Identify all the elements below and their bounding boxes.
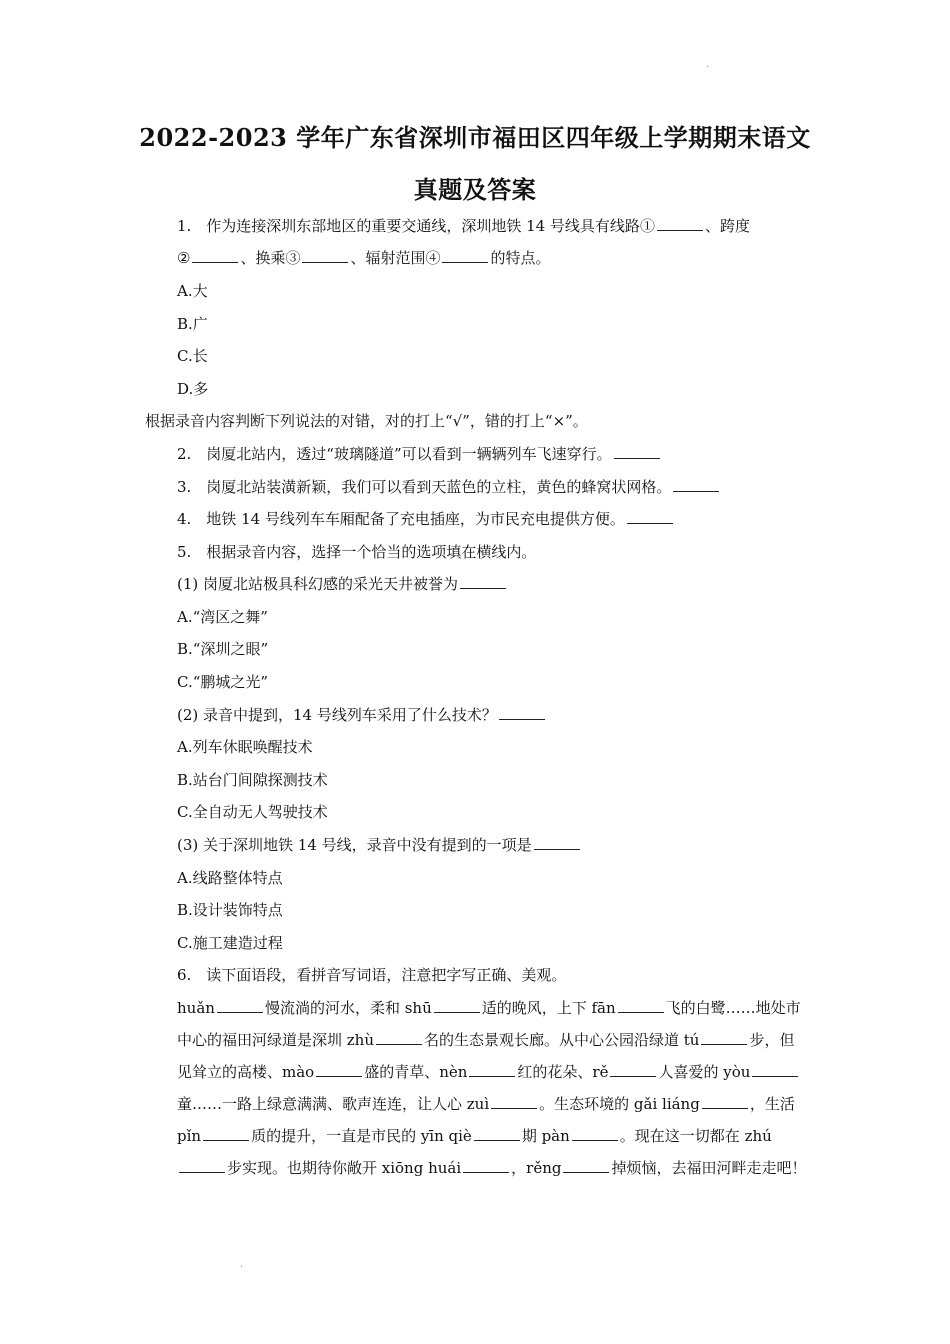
- q6-segment: ，rěng: [511, 1159, 562, 1177]
- q6-segment: 掉烦恼，去福田河畔走走吧！: [611, 1159, 807, 1177]
- answer-blank[interactable]: [491, 1094, 537, 1109]
- question-1-line2: [177, 248, 817, 268]
- answer-blank[interactable]: [701, 1030, 747, 1045]
- q5-sub3-option-c: C.施工建造过程: [177, 934, 283, 952]
- answer-blank[interactable]: [572, 1126, 618, 1141]
- q6-segment: 。生态环境的 gǎi liáng: [539, 1095, 700, 1113]
- question-2: [177, 444, 817, 464]
- q6-segment: 慢流淌的河水，柔和 shū: [264, 999, 432, 1017]
- page-title-line1: 2022-2023 学年广东省深圳市福田区四年级上学期期末语文: [139, 123, 811, 152]
- q1-text: 、换乘③: [240, 249, 301, 267]
- question-3: [177, 477, 817, 497]
- answer-blank[interactable]: [563, 1158, 609, 1173]
- q1-text: ②: [177, 249, 191, 267]
- answer-blank[interactable]: [618, 998, 664, 1013]
- q5-sub3-option-a: A.线路整体特点: [177, 869, 283, 887]
- q1-option-a: A.大: [177, 282, 208, 300]
- answer-blank[interactable]: [179, 1158, 225, 1173]
- answer-blank[interactable]: [627, 509, 673, 524]
- q1-text: 1. 作为连接深圳东部地区的重要交通线，深圳地铁 14 号线具有线路①: [177, 217, 655, 235]
- q6-segment: 飞的白鹭……地处市中心的福田河绿道是深圳 zhù: [177, 999, 801, 1049]
- answer-blank[interactable]: [316, 1062, 362, 1077]
- answer-blank[interactable]: [673, 477, 719, 492]
- q6-segment: 步实现。也期待你敞开 xiōng huái: [227, 1159, 462, 1177]
- q5-sub2-text: (2) 录音中提到，14 号线列车采用了什么技术？: [177, 706, 497, 724]
- answer-blank[interactable]: [217, 998, 263, 1013]
- page-mark-top: ·: [706, 62, 710, 73]
- q6-segment: 盛的青草、nèn: [364, 1063, 468, 1081]
- q6-segment: 质的提升，一直是市民的 yīn qiè: [251, 1127, 472, 1145]
- answer-blank[interactable]: [203, 1126, 249, 1141]
- q1-text: 、跨度: [704, 217, 750, 235]
- answer-blank[interactable]: [534, 835, 580, 850]
- q5-sub2-option-a: A.列车休眠唤醒技术: [177, 738, 313, 756]
- q6-segment: ，生活 pǐn: [177, 1095, 795, 1145]
- q6-segment: 期 pàn: [521, 1127, 570, 1145]
- q1-text: 的特点。: [490, 249, 551, 267]
- q5-sub1-option-a: A.“湾区之舞”: [177, 608, 268, 626]
- q6-segment: 红的花朵、rě: [517, 1063, 609, 1081]
- answer-blank[interactable]: [442, 248, 488, 263]
- page-title-line2: 真题及答案: [413, 175, 537, 204]
- answer-blank[interactable]: [657, 216, 703, 231]
- q5-sub3: [177, 835, 817, 855]
- answer-blank[interactable]: [610, 1062, 656, 1077]
- answer-blank[interactable]: [499, 705, 545, 720]
- q6-segment: 人喜爱的 yòu: [658, 1063, 751, 1081]
- q5-sub1-option-c: C.“鹏城之光”: [177, 673, 269, 691]
- q6-segment: 适的晚风，上下 fān: [481, 999, 616, 1017]
- q2-text: 2. 岗厦北站内，透过“玻璃隧道”可以看到一辆辆列车飞速穿行。: [177, 445, 612, 463]
- q5-sub2: [177, 705, 817, 725]
- answer-blank[interactable]: [302, 248, 348, 263]
- q6-segment: 名的生态景观长廊。从中心公园沿绿道 tú: [424, 1031, 700, 1049]
- question-4: [177, 509, 817, 529]
- q1-option-d: D.多: [177, 380, 209, 398]
- q4-text: 4. 地铁 14 号线列车车厢配备了充电插座，为市民充电提供方便。: [177, 510, 625, 528]
- q5-sub2-option-c: C.全自动无人驾驶技术: [177, 803, 328, 821]
- question-6-stem: 6. 读下面语段，看拼音写词语，注意把字写正确、美观。: [177, 966, 567, 984]
- answer-blank[interactable]: [469, 1062, 515, 1077]
- page-mark-bottom: ·: [240, 1262, 244, 1273]
- q5-sub3-text: (3) 关于深圳地铁 14 号线，录音中没有提到的一项是: [177, 836, 532, 854]
- answer-blank[interactable]: [434, 998, 480, 1013]
- answer-blank[interactable]: [460, 574, 506, 589]
- q5-sub1: [177, 574, 817, 594]
- q6-segment: 步，但见耸立的高楼、mào: [177, 1031, 795, 1081]
- instruction: 根据录音内容判断下列说法的对错，对的打上“√”，错的打上“×”。: [145, 412, 588, 430]
- answer-blank[interactable]: [474, 1126, 520, 1141]
- answer-blank[interactable]: [463, 1158, 509, 1173]
- answer-blank[interactable]: [192, 248, 238, 263]
- answer-blank[interactable]: [752, 1062, 798, 1077]
- q6-segment: 童……一路上绿意满满、歌声连连，让人心 zuì: [177, 1095, 490, 1113]
- q3-text: 3. 岗厦北站装潢新颖，我们可以看到天蓝色的立柱，黄色的蜂窝状网格。: [177, 478, 672, 496]
- question-6-paragraph: [177, 992, 809, 1184]
- q5-sub2-option-b: B.站台门间隙探测技术: [177, 771, 328, 789]
- q1-text: 、辐射范围④: [350, 249, 441, 267]
- q1-option-b: B.广: [177, 315, 208, 333]
- q6-segment: 。现在这一切都在 zhú: [619, 1127, 772, 1145]
- answer-blank[interactable]: [376, 1030, 422, 1045]
- q5-sub3-option-b: B.设计装饰特点: [177, 901, 283, 919]
- q5-sub1-option-b: B.“深圳之眼”: [177, 640, 269, 658]
- question-5-stem: 5. 根据录音内容，选择一个恰当的选项填在横线内。: [177, 543, 537, 561]
- question-1-line1: [177, 216, 817, 236]
- q1-option-c: C.长: [177, 347, 208, 365]
- q6-segment: huǎn: [177, 999, 215, 1017]
- q5-sub1-text: (1) 岗厦北站极具科幻感的采光天井被誉为: [177, 575, 459, 593]
- answer-blank[interactable]: [614, 444, 660, 459]
- answer-blank[interactable]: [702, 1094, 748, 1109]
